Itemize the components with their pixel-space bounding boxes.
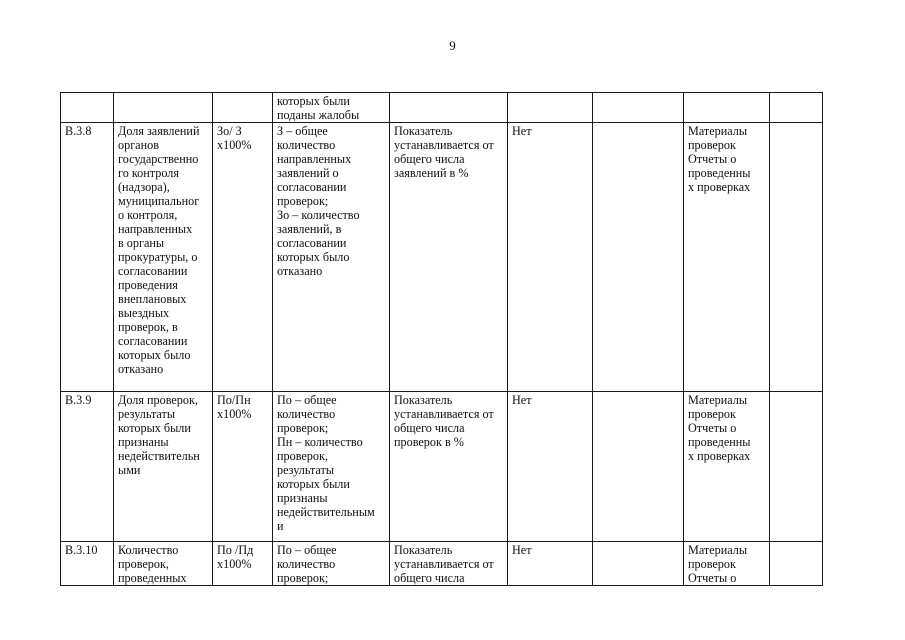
cell-name: Доля заявлений органов государственно го контроля (надзора), муниципальног о контроля, направленных в органы прокуратуры, о согласовании проведения внеплановых выездных проверок, в согласовании которых было отказано xyxy=(114,123,213,392)
cell-col7 xyxy=(593,93,684,123)
cell-code: В.3.8 xyxy=(61,123,114,392)
cell-col9 xyxy=(770,123,823,392)
cell-col6 xyxy=(508,93,593,123)
cell-col9 xyxy=(770,93,823,123)
cell-description: Показатель устанавливается от общего числа заявлений в % xyxy=(390,123,508,392)
cell-variables: По – общее количество проверок; xyxy=(273,542,390,586)
cell-variables: которых были поданы жалобы xyxy=(273,93,390,123)
cell-source: Материалы проверок Отчеты о проведенны х проверках xyxy=(684,392,770,542)
cell-variables: По – общее количество проверок; Пн – количество проверок, результаты которых были признаны недействительным и xyxy=(273,392,390,542)
cell-description: Показатель устанавливается от общего числа xyxy=(390,542,508,586)
cell-formula: По/Пн х100% xyxy=(213,392,273,542)
cell-name: Доля проверок, результаты которых были признаны недействительн ыми xyxy=(114,392,213,542)
cell-code: В.3.9 xyxy=(61,392,114,542)
cell-variables: З – общее количество направленных заявлений о согласовании проверок; Зо – количество заявлений, в согласовании которых было отказано xyxy=(273,123,390,392)
cell-source xyxy=(684,93,770,123)
cell-formula xyxy=(213,93,273,123)
cell-col7 xyxy=(593,123,684,392)
cell-col7 xyxy=(593,542,684,586)
table-row xyxy=(61,123,823,392)
cell-col7 xyxy=(593,392,684,542)
cell-description xyxy=(390,93,508,123)
table-row xyxy=(61,93,823,123)
table-row xyxy=(61,542,823,586)
cell-source: Материалы проверок Отчеты о проведенны х проверках xyxy=(684,123,770,392)
cell-source: Материалы проверок Отчеты о xyxy=(684,542,770,586)
cell-col9 xyxy=(770,542,823,586)
cell-formula: Зо/ З х100% xyxy=(213,123,273,392)
cell-col6: Нет xyxy=(508,123,593,392)
cell-name xyxy=(114,93,213,123)
cell-col6: Нет xyxy=(508,392,593,542)
cell-col6: Нет xyxy=(508,542,593,586)
cell-name: Количество проверок, проведенных xyxy=(114,542,213,586)
cell-code xyxy=(61,93,114,123)
cell-code: В.3.10 xyxy=(61,542,114,586)
cell-description: Показатель устанавливается от общего числа проверок в % xyxy=(390,392,508,542)
table-row xyxy=(61,392,823,542)
cell-col9 xyxy=(770,392,823,542)
cell-formula: По /Пд х100% xyxy=(213,542,273,586)
indicator-table xyxy=(60,92,823,586)
page-number: 9 xyxy=(449,38,456,53)
